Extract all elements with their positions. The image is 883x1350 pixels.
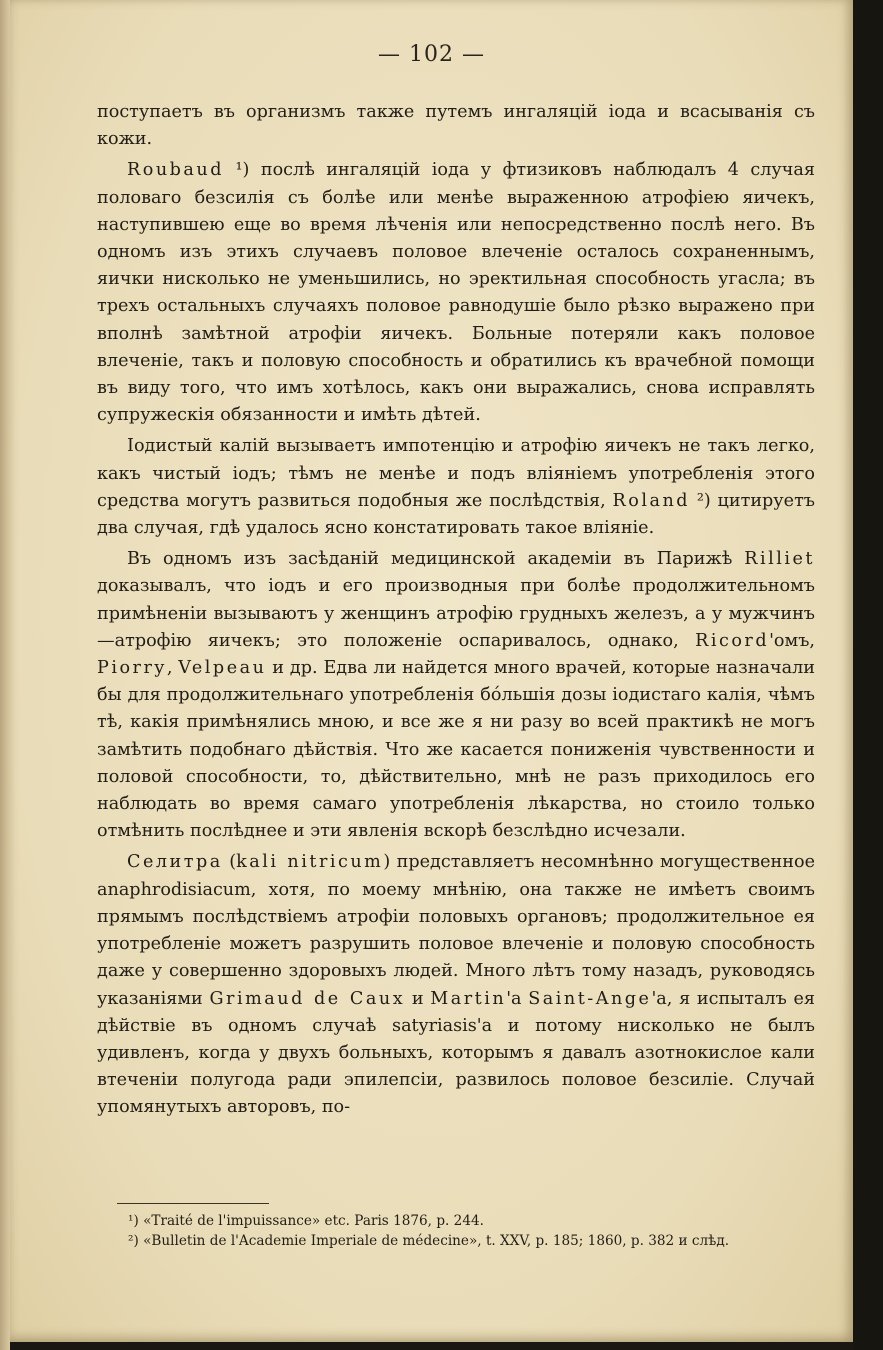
spaced-name: Селитра — [127, 852, 223, 873]
page-number: — 102 — — [378, 42, 485, 67]
paragraph — [97, 433, 815, 542]
spaced-name: kali nitricum — [236, 852, 384, 873]
spaced-name: Martin — [430, 988, 507, 1009]
spaced-name: Rilliet — [744, 549, 815, 570]
scan-background — [853, 0, 883, 1350]
text-run: поступаетъ въ организмъ также путемъ ингаляцій іода и всасыванія съ кожи. — [97, 102, 815, 150]
text-run: ) представляетъ несомнѣнно могущественное anaphrodisiacum, хотя, по моему мнѣнію, она также не имѣетъ своимъ прямымъ послѣдствіемъ атрофіи половыхъ органовъ; продолжительное ея употребленіе можетъ разрушить половое влеченіе и половую способность даже у совершенно здоровыхъ людей. Много лѣтъ тому назадъ, руководясь указаніями — [97, 852, 815, 1009]
spaced-name: Saint-Ange — [528, 988, 652, 1009]
text-run: ²) цитируетъ два случая, гдѣ удалось ясно констатировать такое вліяніе. — [97, 490, 816, 539]
spaced-name: Velpeau — [178, 658, 267, 679]
text-run: 'а — [506, 988, 529, 1009]
spaced-name: Roland — [612, 490, 691, 511]
text-run: ( — [222, 852, 237, 873]
text-run: доказывалъ, что іодъ и его производныя при болѣе продолжительномъ примѣненіи вызываютъ у женщинъ атрофію грудныхъ железъ, а у мужчинъ—атрофію яичекъ; это положеніе оспаривалось, однако, — [97, 576, 815, 651]
spaced-name: Grimaud de Caux — [209, 988, 406, 1009]
footnote-separator — [117, 1203, 269, 1204]
text-run: 'омъ, — [769, 630, 815, 651]
spaced-name: Piorry — [97, 658, 167, 679]
book-page — [10, 0, 853, 1342]
text-run: и — [405, 988, 431, 1009]
spaced-name: Roubaud — [127, 160, 225, 181]
paragraph — [97, 99, 815, 153]
paragraph — [97, 849, 815, 1121]
footnote-2: ²) «Bulletin de l'Academie Imperiale de médecine», t. XXV, p. 185; 1860, p. 382 и слѣд. — [128, 1233, 730, 1249]
text-run: , — [166, 658, 179, 679]
page-left-edge — [0, 0, 10, 1350]
paragraph — [97, 546, 815, 845]
text-run: и др. Едва ли найдется много врачей, которые назначали бы для продолжительнаго употребленія бóльшія дозы іодистаго калія, чѣмъ тѣ, какія примѣнялись мною, и все же я ни разу во всей практикѣ не могъ замѣтить подобнаго дѣйствія. Что же касается пониженія чувственности и половой способности, то, дѣйствительно, мнѣ не разъ приходилось его наблюдать во время самаго употребленія лѣкарства, но стоило только отмѣнить послѣднее и эти явленія вскорѣ безслѣдно исчезали. — [97, 658, 815, 842]
text-run: Въ одномъ изъ засѣданій медицинской академіи въ Парижѣ — [127, 549, 745, 570]
footnotes — [128, 1211, 828, 1251]
text-run: Іодистый калій вызываетъ импотенцію и атрофію яичекъ не такъ легко, какъ чистый іодъ; тѣмъ не менѣе и подъ вліяніемъ употребленія этого средства могутъ развиться подобныя же послѣдствія, — [97, 436, 815, 511]
spaced-name: Ricord — [695, 630, 770, 651]
text-run: ¹) послѣ ингаляцій іода у фтизиковъ наблюдалъ 4 случая половаго безсилія съ болѣе или менѣе выраженною атрофіею яичекъ, наступившею еще во время лѣченія или непосредственно послѣ него. Въ одномъ изъ этихъ случаевъ половое влеченіе осталось сохраненнымъ, яички нисколько не уменьшились, но эректильная способность угасла; въ трехъ остальныхъ случаяхъ половое равнодушіе было рѣзко выражено при вполнѣ замѣтной атрофіи яичекъ. Больные потеряли какъ половое влеченіе, такъ и половую способность и обратились къ врачебной помощи въ виду того, что имъ хотѣлось, какъ они выражались, снова исправлять супружескія обязанности и имѣть дѣтей. — [97, 160, 815, 426]
text-run: 'а, я испыталъ ея дѣйствіе въ одномъ случаѣ satyriasis'а и потому нисколько не былъ удивленъ, когда у двухъ больныхъ, которымъ я давалъ азотнокислое кали втеченіи полугода ради эпилепсіи, развилось половое безсиліе. Случай упомянутыхъ авторовъ, по- — [97, 988, 815, 1118]
body-text — [97, 99, 815, 1122]
paragraph — [97, 157, 815, 429]
footnote-1: ¹) «Traité de l'impuissance» etc. Paris 1876, p. 244. — [128, 1213, 484, 1229]
